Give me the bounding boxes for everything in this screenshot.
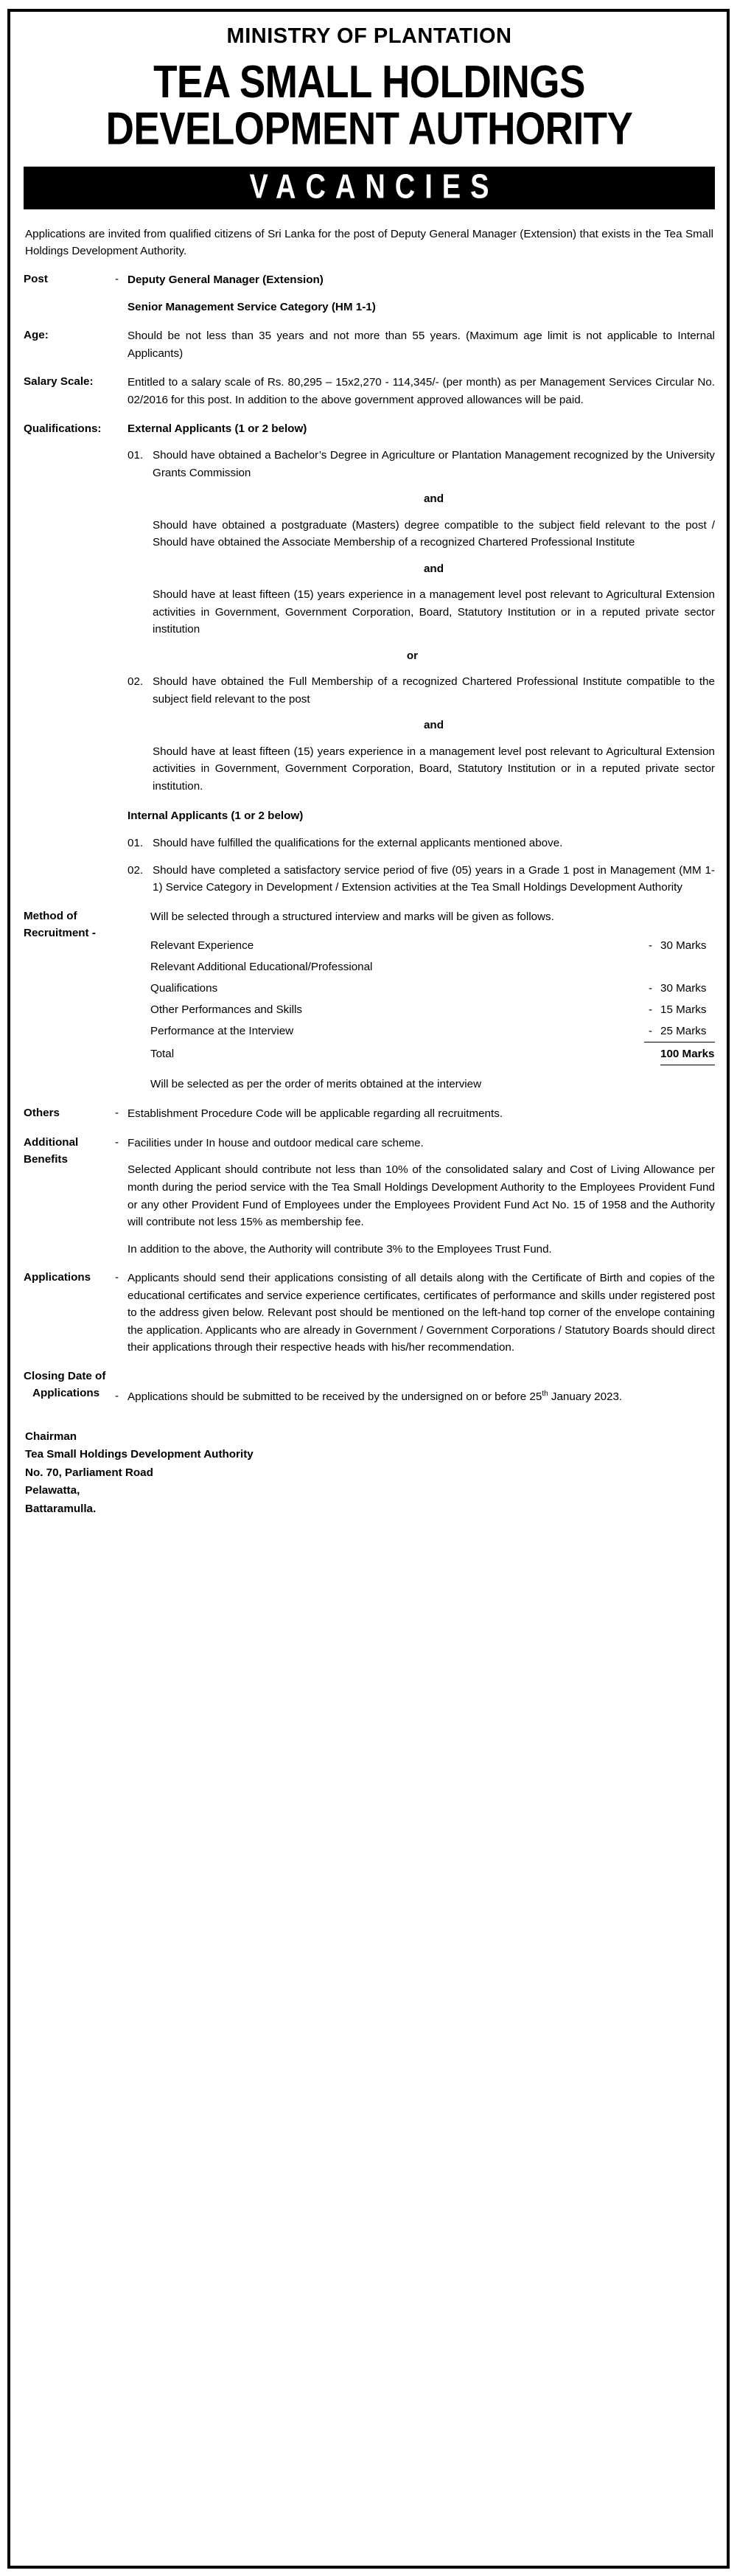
additional-benefits-para-3: In addition to the above, the Authority will contribute 3% to the Employees Trust Fund. xyxy=(128,1242,552,1256)
marks-table xyxy=(150,935,715,1065)
others-content: Establishment Procedure Code will be applicable regarding all recruitments. xyxy=(128,1107,503,1121)
closing-date-content xyxy=(128,1368,715,1406)
external-item-2-para-1: Should have obtained the Full Membership of a recognized Chartered Professional Institute compatible to the subject field relevant to the post xyxy=(153,675,715,706)
method-intro: Will be selected through a structured interview and marks will be given as follows. xyxy=(150,910,554,923)
post-dash: - xyxy=(115,273,119,286)
ministry-name: MINISTRY OF PLANTATION xyxy=(226,24,512,48)
marks-item-value: 15 Marks xyxy=(660,1003,707,1017)
age-content: Should be not less than 35 years and not more than 55 years. (Maximum age limit is not applicable to Internal Applicants) xyxy=(128,330,715,360)
marks-item-label: Relevant Additional Educational/Professional xyxy=(150,961,373,974)
marks-total-row xyxy=(150,1042,715,1065)
marks-total-label: Total xyxy=(150,1047,175,1060)
internal-item-1 xyxy=(128,835,715,852)
post-title: Deputy General Manager (Extension) xyxy=(128,274,324,287)
marks-item-label: Other Performances and Skills xyxy=(150,1003,302,1017)
external-item-1-para-3: Should have at least fifteen (15) years experience in a management level post relevant to Agricultural Extension activities in Government, Government Corporation, Board, Statutory Institution or in a reputed private sector institution xyxy=(153,588,715,636)
marks-row xyxy=(150,956,715,978)
external-item-1-para-1: Should have obtained a Bachelor’s Degree in Agriculture or Plantation Management recognized by the University Grants Commission xyxy=(153,449,715,479)
method-of-recruitment-label: Method of Recruitment - xyxy=(24,909,96,939)
method-of-recruitment-content xyxy=(150,908,715,1094)
marks-item-value: 30 Marks xyxy=(660,939,707,953)
marks-row xyxy=(150,1020,715,1042)
marks-item-dash xyxy=(644,956,660,978)
additional-benefits-content xyxy=(128,1135,715,1258)
marks-row xyxy=(150,978,715,999)
marks-item-label: Qualifications xyxy=(150,982,218,995)
organization-name xyxy=(24,56,715,155)
marks-total-dash xyxy=(644,1042,660,1065)
marks-item-label: Performance at the Interview xyxy=(150,1025,294,1038)
applications-dash: - xyxy=(115,1271,119,1284)
external-item-1-para-2: Should have obtained a postgraduate (Masters) degree compatible to the subject field relevant to the post / Should have obtained the Associate Membership of a recognized Chartered Professional Institute xyxy=(153,518,715,549)
qualifications-row xyxy=(24,421,715,897)
marks-item-dash: - xyxy=(649,939,653,953)
marks-item-dash: - xyxy=(649,982,653,995)
signatory-address-city: Battaramulla. xyxy=(25,1503,97,1516)
internal-item-2 xyxy=(128,862,715,897)
salary-content: Entitled to a salary scale of Rs. 80,295 – 15x2,270 - 114,345/- (per month) as per Management Services Circular No. 02/2016 for this post. In addition to the above government approved allowances will be paid. xyxy=(128,376,715,406)
intro-paragraph: Applications are invited from qualified citizens of Sri Lanka for the post of Deputy General Manager (Extension) that exists in the Tea Small Holdings Development Authority. xyxy=(25,227,713,258)
external-item-1-body xyxy=(153,447,715,638)
closing-date-ordinal: th xyxy=(542,1389,548,1398)
additional-benefits-row xyxy=(24,1135,715,1258)
internal-applicants-heading: Internal Applicants (1 or 2 below) xyxy=(128,810,304,823)
signatory-address-locality: Pelawatta, xyxy=(25,1484,80,1497)
closing-date-row xyxy=(24,1368,715,1406)
closing-date-text-before: Applications should be submitted to be received by the undersigned on or before 25 xyxy=(128,1390,542,1403)
external-item-2-para-2: Should have at least fifteen (15) years experience in a management level post relevant to Agricultural Extension activities in Government, Government Corporation, Board, Statutory Institution or in a reputed private sector institution. xyxy=(153,745,715,793)
signatory-title: Chairman xyxy=(25,1430,77,1443)
post-category: Senior Management Service Category (HM 1-1) xyxy=(128,300,376,313)
age-row xyxy=(24,327,715,362)
additional-benefits-para-2: Selected Applicant should contribute not less than 10% of the consolidated salary and Cost of Living Allowance per month during the period service with the Tea Small Holdings Development Authority to the Employees Provident Fund or any other Provident Fund of Employees under the Employees Provident Fund Act No. 15 of 1958 and the Authority will contribute not less 15% as membership fee. xyxy=(128,1163,715,1229)
others-dash: - xyxy=(115,1107,119,1120)
signature-block xyxy=(24,1428,715,1519)
marks-item-value: 30 Marks xyxy=(660,982,707,995)
vacancies-banner xyxy=(24,167,715,209)
external-item-1 xyxy=(128,447,715,638)
external-item-1-number: 01. xyxy=(128,449,144,462)
vacancies-banner-text: VACANCIES xyxy=(249,168,499,206)
signatory-address-street: No. 70, Parliament Road xyxy=(25,1466,153,1479)
applications-label: Applications xyxy=(24,1271,91,1284)
marks-item-dash: - xyxy=(649,1003,653,1017)
external-item-2-body xyxy=(153,673,715,795)
closing-date-label xyxy=(24,1368,115,1402)
external-item-2-number: 02. xyxy=(128,675,144,689)
external-applicants-list xyxy=(128,447,715,795)
marks-row xyxy=(150,935,715,956)
masthead xyxy=(24,18,715,209)
closing-date-label-line-2: Applications xyxy=(32,1386,100,1399)
internal-item-1-number: 01. xyxy=(128,837,144,850)
additional-benefits-label: Additional Benefits xyxy=(24,1135,79,1166)
additional-benefits-dash: - xyxy=(115,1135,119,1149)
salary-label: Salary Scale: xyxy=(24,375,94,389)
age-label: Age: xyxy=(24,329,49,342)
organization-name-line-1: TEA SMALL HOLDINGS xyxy=(153,56,585,108)
external-applicants-heading: External Applicants (1 or 2 below) xyxy=(128,422,307,435)
marks-table-body xyxy=(150,935,715,1065)
post-row xyxy=(24,271,715,316)
qualifications-label: Qualifications: xyxy=(24,422,102,435)
method-footnote: Will be selected as per the order of merits obtained at the interview xyxy=(150,1078,482,1091)
marks-item-value xyxy=(660,956,715,978)
applications-row xyxy=(24,1270,715,1357)
marks-total-value: 100 Marks xyxy=(660,1042,715,1065)
external-item-2-conj-1: and xyxy=(423,719,444,732)
internal-item-2-number: 02. xyxy=(128,863,144,877)
marks-item-label: Relevant Experience xyxy=(150,939,254,953)
others-label: Others xyxy=(24,1107,60,1120)
internal-item-1-body: Should have fulfilled the qualifications for the external applicants mentioned above. xyxy=(153,837,563,850)
internal-item-2-body: Should have completed a satisfactory service period of five (05) years in a Grade 1 post in Management (MM 1-1) Service Category in Development / Extension activities at the Tea Small Holdings Development Authority xyxy=(153,863,715,894)
applications-content: Applicants should send their applications consisting of all details along with the Certificate of Birth and copies of the educational certificates and service experience certificates, certificates of performance and skills under registered post to the address given below. Relevant post should be mentioned on the left-hand top corner of the envelope containing the application. Applicants who are already in Government / Government Corporations / Statutory Boards should direct their applications through their respective heads with his/her recommendation. xyxy=(128,1272,715,1354)
post-label: Post xyxy=(24,273,48,286)
qualifications-content xyxy=(128,421,715,897)
marks-item-dash: - xyxy=(644,1020,660,1042)
marks-row xyxy=(150,999,715,1020)
external-item-2 xyxy=(128,673,715,795)
external-item-1-conj-2: and xyxy=(423,562,444,575)
external-item-1-conj-1: and xyxy=(423,492,444,506)
closing-date-label-line-1: Closing Date of xyxy=(24,1370,106,1382)
marks-item-value: 25 Marks xyxy=(660,1020,715,1042)
internal-applicants-list xyxy=(128,835,715,897)
others-row xyxy=(24,1105,715,1123)
organization-name-line-2: DEVELOPMENT AUTHORITY xyxy=(105,103,633,155)
salary-row xyxy=(24,374,715,408)
method-of-recruitment-row xyxy=(24,908,715,1094)
post-content xyxy=(128,271,715,316)
closing-date-dash: - xyxy=(115,1390,119,1402)
external-items-separator-or: or xyxy=(406,649,419,662)
closing-date-text-after: January 2023. xyxy=(548,1390,623,1403)
additional-benefits-para-1: Facilities under In house and outdoor medical care scheme. xyxy=(128,1136,424,1149)
signatory-organization: Tea Small Holdings Development Authority xyxy=(25,1448,254,1461)
